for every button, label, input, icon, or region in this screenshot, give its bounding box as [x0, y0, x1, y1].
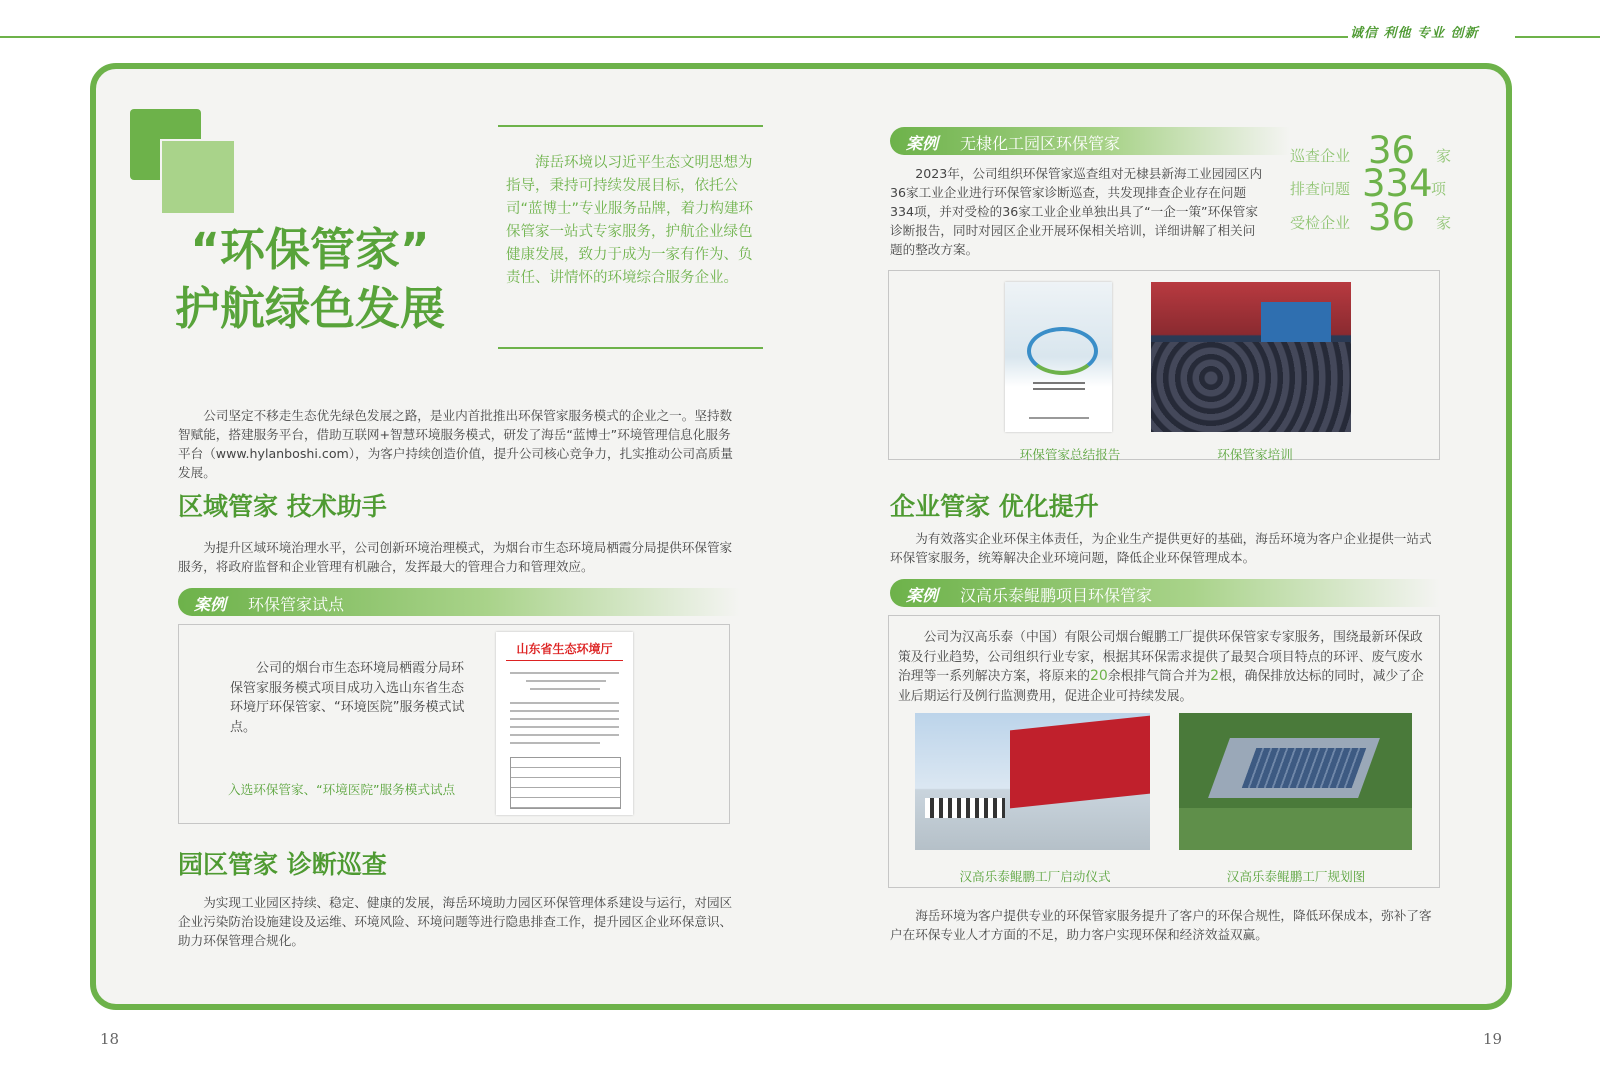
- case-wudi-text: 2023年，公司组织环保管家巡查组对无棣县新海工业园园区内36家工业企业进行环保管家诊断巡查，共发现排查企业存在问题334项，并对受检的36家工业企业单独出具了“一企一策”环保管家诊断报告，同时对园区企业开展环保相关培训，详细讲解了相关问题的整改方案。: [890, 166, 1263, 257]
- stat-value: 36: [1368, 196, 1416, 239]
- case-henkel-text: [898, 628, 1435, 706]
- case-henkel-text-part3: 根，确保排放达标的同时，减少了企业后期运行及例行监测费用，促进企业可持续发展。: [898, 669, 1424, 704]
- case-tag: 案例: [906, 586, 939, 605]
- document-header: 山东省生态环境厅: [516, 642, 613, 656]
- caption-training: 环保管家培训: [1217, 447, 1293, 462]
- case-bar-henkel: [890, 579, 1440, 607]
- case-tag: 案例: [194, 595, 227, 614]
- section-body-enterprise: 为有效落实企业环保主体责任，为企业生产提供更好的基础，海岳环境为客户企业提供一站式环保管家服务，统筹解决企业环境问题，降低企业环保管理成本。: [890, 531, 1432, 565]
- case-pilot-caption: 入选环保管家、“环境医院”服务模式试点: [228, 782, 456, 797]
- section-body-regional: 为提升区域环境治理水平，公司创新环境治理模式，为烟台市生态环境局栖霞分局提供环保管家服务，将政府监督和企业管理有机融合，发挥最大的管理合力和管理效应。: [178, 540, 733, 574]
- summary-report-image: [1005, 282, 1112, 432]
- intro-rule-top: [498, 125, 763, 127]
- ceremony-photo: [915, 713, 1150, 850]
- closing-paragraph: 海岳环境为客户提供专业的环保管家服务提升了客户的环保合规性，降低环保成本，弥补了客户在环保专业人才方面的不足，助力客户实现环保和经济效益双赢。: [890, 908, 1432, 942]
- body-paragraph: 公司坚定不移走生态优先绿色发展之路，是业内首批推出环保管家服务模式的企业之一。坚持数智赋能，搭建服务平台，借助互联网+智慧环境服务模式，研发了海岳“蓝博士”环境管理信息化服务平台（www.hylanboshi.com），为客户持续创造价值，提升公司核心竞争力，扎实推动公司高质量发展。: [178, 408, 733, 480]
- stat-unit: 家: [1436, 147, 1452, 165]
- stat-unit: 家: [1436, 214, 1452, 232]
- caption-summary-report: 环保管家总结报告: [1019, 447, 1121, 462]
- caption-ceremony: 汉高乐泰鲲鹏工厂启动仪式: [959, 869, 1111, 884]
- stat-label: 受检企业: [1290, 214, 1351, 232]
- section-title-enterprise: 企业管家 优化提升: [890, 492, 1099, 521]
- stat-unit: 项: [1431, 180, 1447, 198]
- stat-label: 巡查企业: [1290, 147, 1351, 165]
- plant-rendering-image: [1179, 713, 1412, 850]
- case-title: 汉高乐泰鲲鹏项目环保管家: [960, 586, 1153, 605]
- section-title-regional: 区域管家 技术助手: [178, 492, 387, 521]
- highlight-number-before: 20: [1089, 668, 1108, 684]
- page-number-right: 19: [1483, 1030, 1503, 1048]
- case-pilot-text: 公司的烟台市生态环境局栖霞分局环保管家服务模式项目成功入选山东省生态环境厅环保管家、“环境医院”服务模式试点。: [230, 661, 465, 735]
- title-line-2: 护航绿色发展: [174, 282, 445, 335]
- training-photo: [1151, 282, 1351, 432]
- section-body-park: 为实现工业园区持续、稳定、健康的发展，海岳环境助力园区环保管理体系建设与运行，对园区企业污染防治设施建设及运维、环境风险、环境问题等进行隐患排查工作，提升园区企业环保意识、助力环保管理合规化。: [178, 895, 733, 948]
- highlight-number-after: 2: [1210, 668, 1220, 684]
- case-henkel-text-part2: 余根排气筒合并为: [1107, 669, 1211, 684]
- intro-text: 海岳环境以习近平生态文明思想为指导，秉持可持续发展目标，依托公司“蓝博士”专业服务品牌，着力构建环保管家一站式专家服务，护航企业绿色健康发展，致力于成为一家有作为、负责任、讲情怀的环境综合服务企业。: [506, 155, 754, 286]
- stat-label: 排查问题: [1290, 180, 1351, 198]
- case-tag: 案例: [906, 134, 939, 153]
- case-bar-wudi: [890, 127, 1290, 155]
- title-line-1: “环保管家”: [190, 223, 430, 276]
- case-title: 无棣化工园区环保管家: [960, 134, 1121, 153]
- caption-plant-rendering: 汉高乐泰鲲鹏工厂规划图: [1226, 869, 1366, 884]
- page-title: [160, 220, 460, 338]
- case-title: 环保管家试点: [248, 595, 345, 614]
- page-number-left: 18: [100, 1030, 120, 1048]
- intro-rule-bottom: [498, 347, 763, 349]
- decorative-square-light: [160, 139, 236, 215]
- case-bar-pilot: [178, 588, 740, 616]
- header-rule-right: [1515, 36, 1600, 38]
- section-title-park: 园区管家 诊断巡查: [178, 850, 387, 879]
- stat-value: 334: [1362, 162, 1433, 205]
- stat-value: 36: [1368, 129, 1416, 172]
- header-rule-left: [0, 36, 1348, 38]
- stat-audited-enterprises: [1290, 198, 1450, 238]
- notice-document-image: [496, 632, 633, 815]
- case-henkel-text-part1: 公司为汉高乐泰（中国）有限公司烟台鲲鹏工厂提供环保管家专家服务，围绕最新环保政策及行业趋势，公司组织行业专家，根据其环保需求提供了最契合项目特点的环评、废气废水治理等一系列解决方案，将原来的: [898, 630, 1423, 684]
- header-slogan: 诚信 利他 专业 创新: [1350, 26, 1479, 41]
